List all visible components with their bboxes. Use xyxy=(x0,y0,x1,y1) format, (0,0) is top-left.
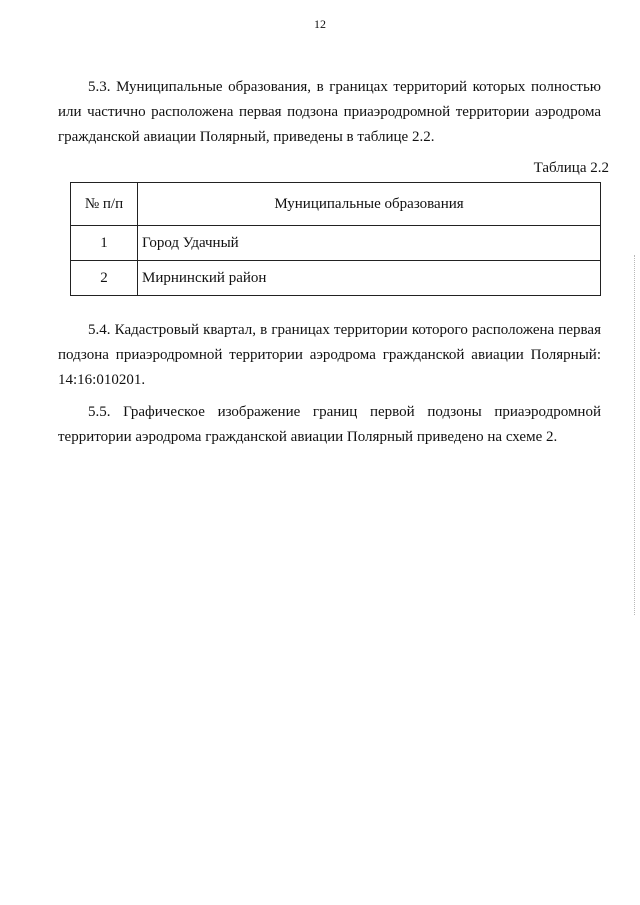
header-number: № п/п xyxy=(71,183,138,226)
paragraph-5-5: 5.5. Графическое изображение границ первой подзоны приаэродромной территории аэродрома гражданской авиации Полярный приведено на схеме 2. xyxy=(58,404,601,445)
paragraph-5-4: 5.4. Кадастровый квартал, в границах территории которого расположена первая подзона приаэродромной территории аэродрома гражданской авиации Полярный: 14:16:010201. xyxy=(58,322,601,388)
row-number: 1 xyxy=(71,226,138,261)
table-header-row xyxy=(71,183,601,226)
table-row xyxy=(71,261,601,296)
municipality-name: Город Удачный xyxy=(138,226,601,261)
page-number: 12 xyxy=(314,17,326,31)
table-caption: Таблица 2.2 xyxy=(533,160,609,176)
row-number: 2 xyxy=(71,261,138,296)
table-row xyxy=(71,226,601,261)
header-municipalities: Муниципальные образования xyxy=(138,183,601,226)
paragraph-5-3: 5.3. Муниципальные образования, в границах территорий которых полностью или частично расположена первая подзона приаэродромной территории аэродрома гражданской авиации Полярный, приведены в таблице 2.2. xyxy=(58,79,601,145)
municipalities-table xyxy=(70,182,601,296)
municipality-name: Мирнинский район xyxy=(138,261,601,296)
scan-edge-artifact xyxy=(633,255,635,615)
